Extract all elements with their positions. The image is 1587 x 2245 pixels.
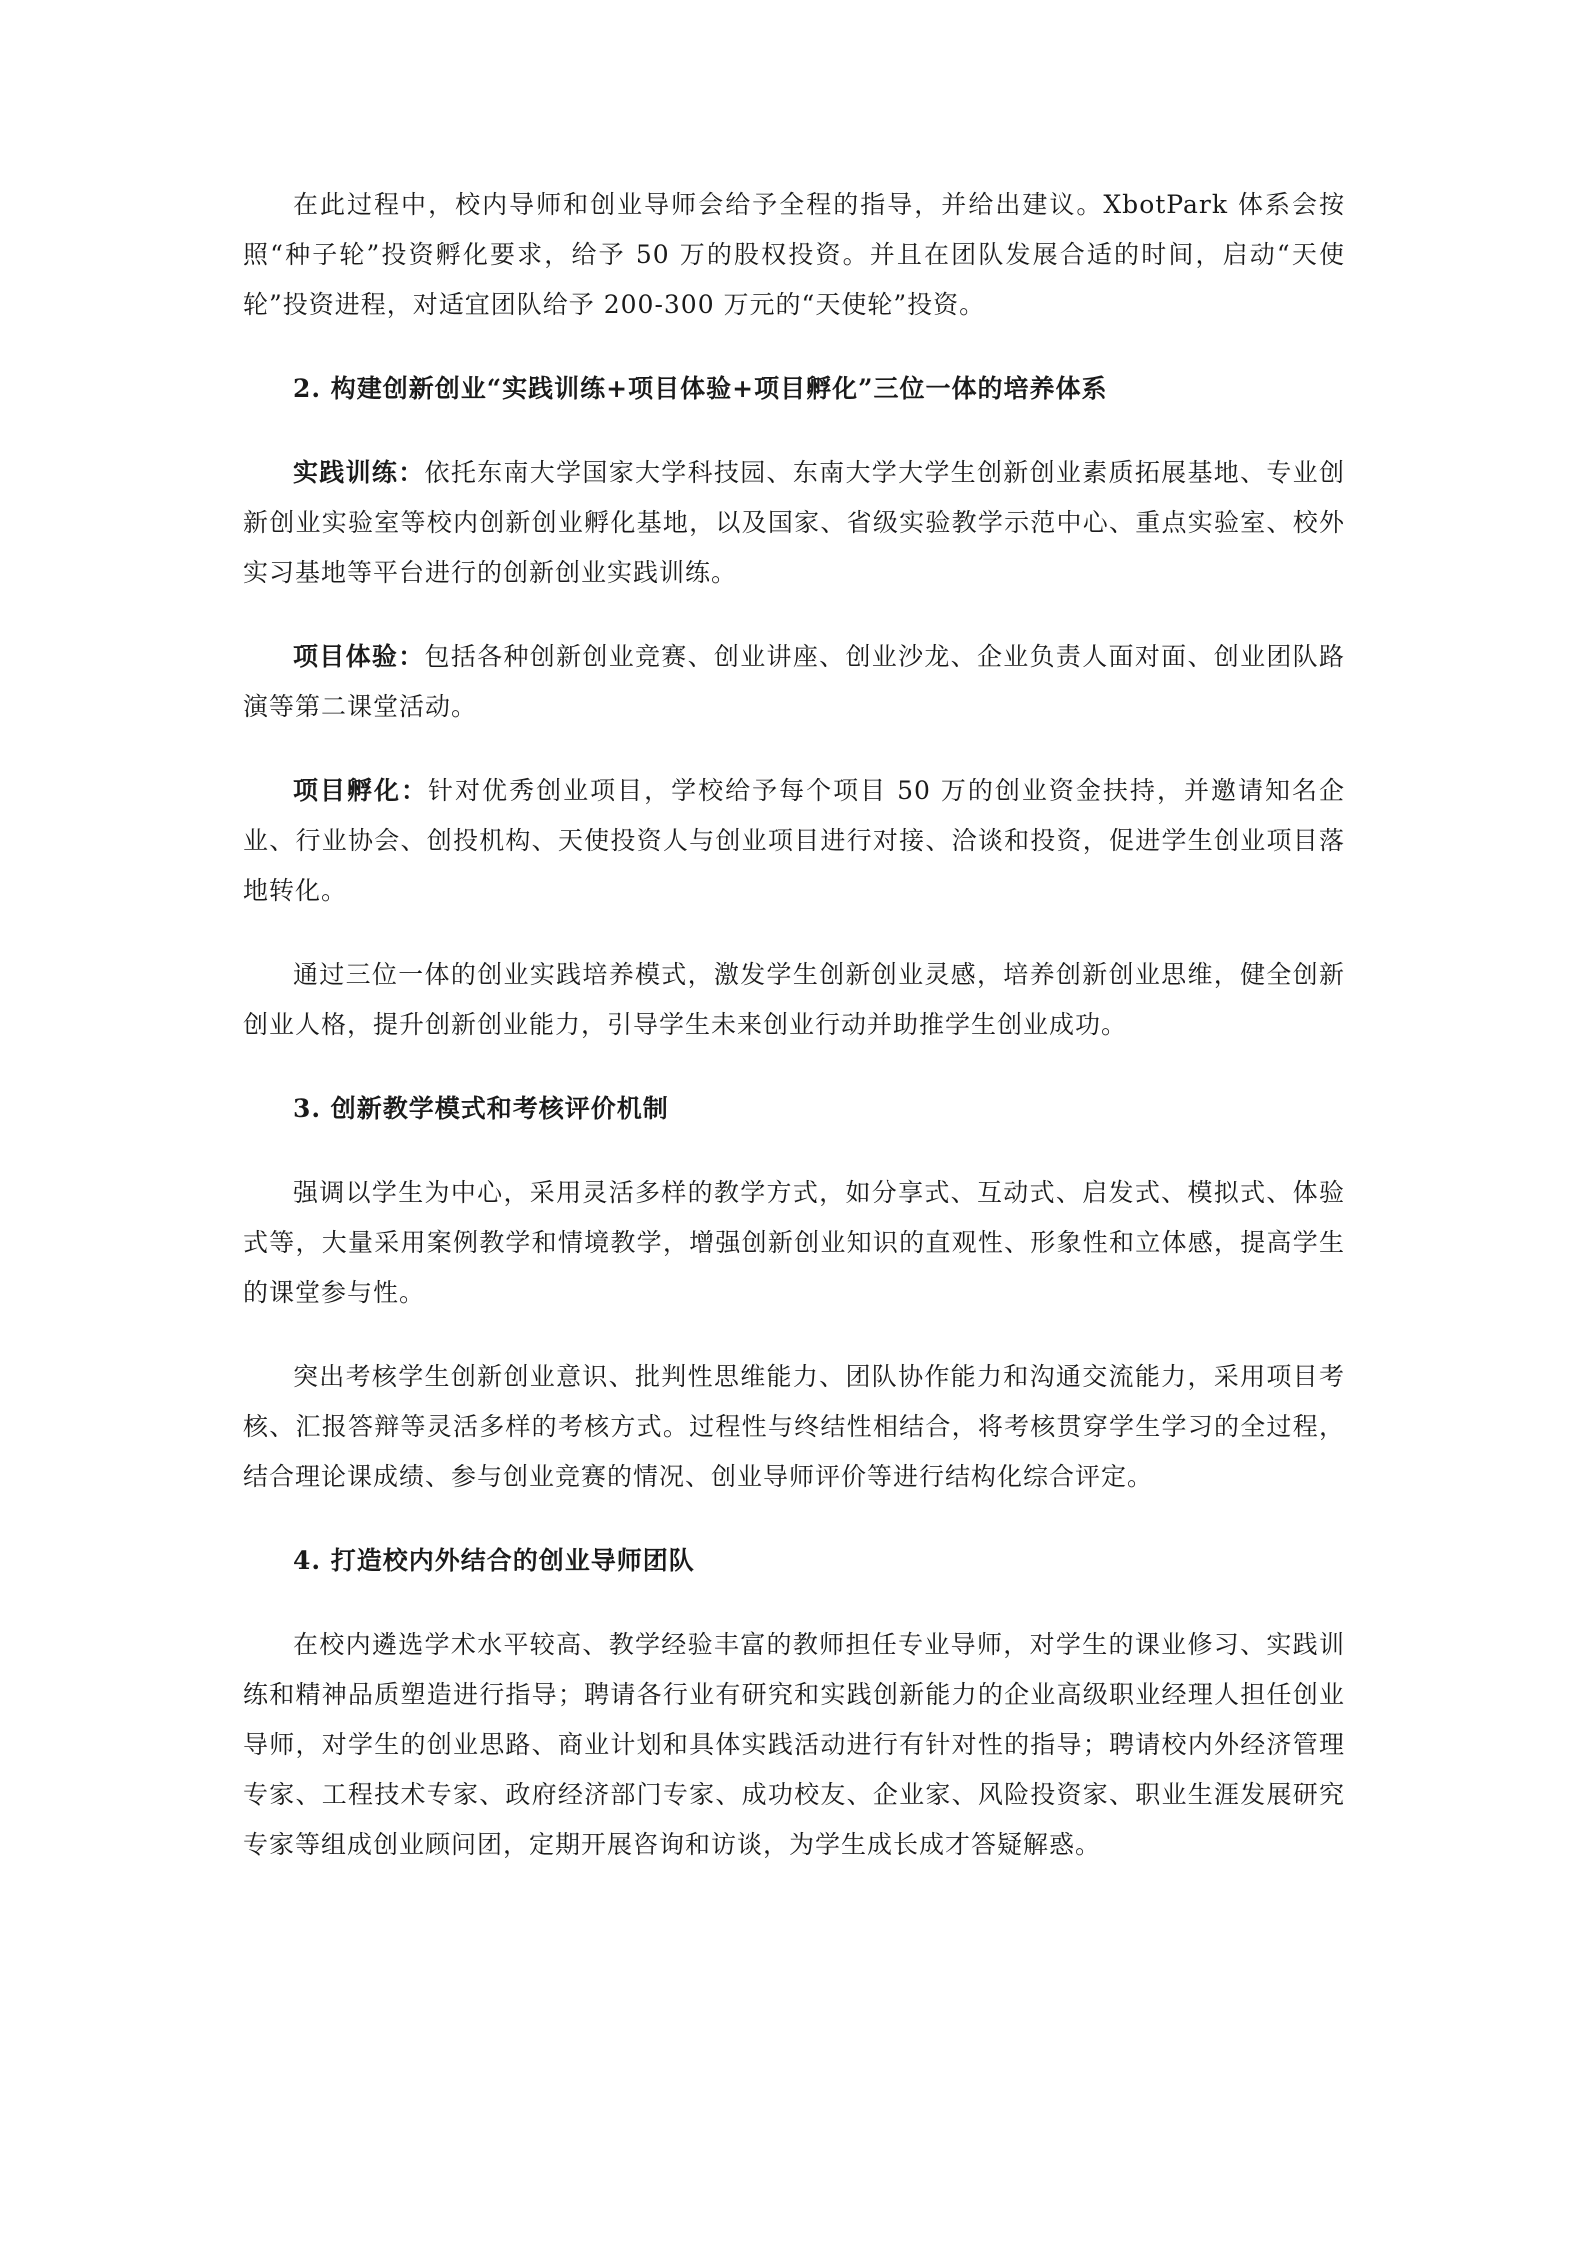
lead-project-incubation: 项目孵化： [293, 776, 429, 805]
text-practice-training: 依托东南大学国家大学科技园、东南大学大学生创新创业素质拓展基地、专业创新创业实验室等校内创新创业孵化基地，以及国家、省级实验教学示范中心、重点实验室、校外实习基地等平台进行的创新创业实践训练。 [243, 458, 1345, 587]
section-heading-4: 4. 打造校内外结合的创业导师团队 [293, 1546, 695, 1575]
lead-practice-training: 实践训练： [293, 458, 425, 487]
paragraph-practice-training [243, 448, 1345, 598]
text-project-incubation: 针对优秀创业项目，学校给予每个项目 50 万的创业资金扶持，并邀请知名企业、行业协会、创投机构、天使投资人与创业项目进行对接、洽谈和投资，促进学生创业项目落地转化。 [243, 776, 1345, 905]
lead-project-experience: 项目体验： [293, 642, 425, 671]
document-page [243, 180, 1345, 1904]
section-heading-2: 2. 构建创新创业“实践训练+项目体验+项目孵化”三位一体的培养体系 [293, 374, 1108, 403]
paragraph-teaching-mode: 强调以学生为中心，采用灵活多样的教学方式，如分享式、互动式、启发式、模拟式、体验式等，大量采用案例教学和情境教学，增强创新创业知识的直观性、形象性和立体感，提高学生的课堂参与性。 [243, 1178, 1345, 1307]
paragraph-investment: 在此过程中，校内导师和创业导师会给予全程的指导，并给出建议。XbotPark 体系会按照“种子轮”投资孵化要求，给予 50 万的股权投资。并且在团队发展合适的时间，启动“天使轮”投资进程，对适宜团队给予 200-300 万元的“天使轮”投资。 [243, 190, 1345, 319]
paragraph-project-experience [243, 632, 1345, 732]
paragraph-three-in-one: 通过三位一体的创业实践培养模式，激发学生创新创业灵感，培养创新创业思维，健全创新创业人格，提升创新创业能力，引导学生未来创业行动并助推学生创业成功。 [243, 960, 1345, 1039]
section-heading-3: 3. 创新教学模式和考核评价机制 [293, 1094, 669, 1123]
paragraph-mentor-team: 在校内遴选学术水平较高、教学经验丰富的教师担任专业导师，对学生的课业修习、实践训练和精神品质塑造进行指导；聘请各行业有研究和实践创新能力的企业高级职业经理人担任创业导师，对学生的创业思路、商业计划和具体实践活动进行有针对性的指导；聘请校内外经济管理专家、工程技术专家、政府经济部门专家、成功校友、企业家、风险投资家、职业生涯发展研究专家等组成创业顾问团，定期开展咨询和访谈，为学生成长成才答疑解惑。 [243, 1630, 1345, 1859]
paragraph-assessment: 突出考核学生创新创业意识、批判性思维能力、团队协作能力和沟通交流能力，采用项目考核、汇报答辩等灵活多样的考核方式。过程性与终结性相结合，将考核贯穿学生学习的全过程，结合理论课成绩、参与创业竞赛的情况、创业导师评价等进行结构化综合评定。 [243, 1362, 1345, 1491]
paragraph-project-incubation [243, 766, 1345, 916]
text-project-experience: 包括各种创新创业竞赛、创业讲座、创业沙龙、企业负责人面对面、创业团队路演等第二课堂活动。 [243, 642, 1345, 721]
